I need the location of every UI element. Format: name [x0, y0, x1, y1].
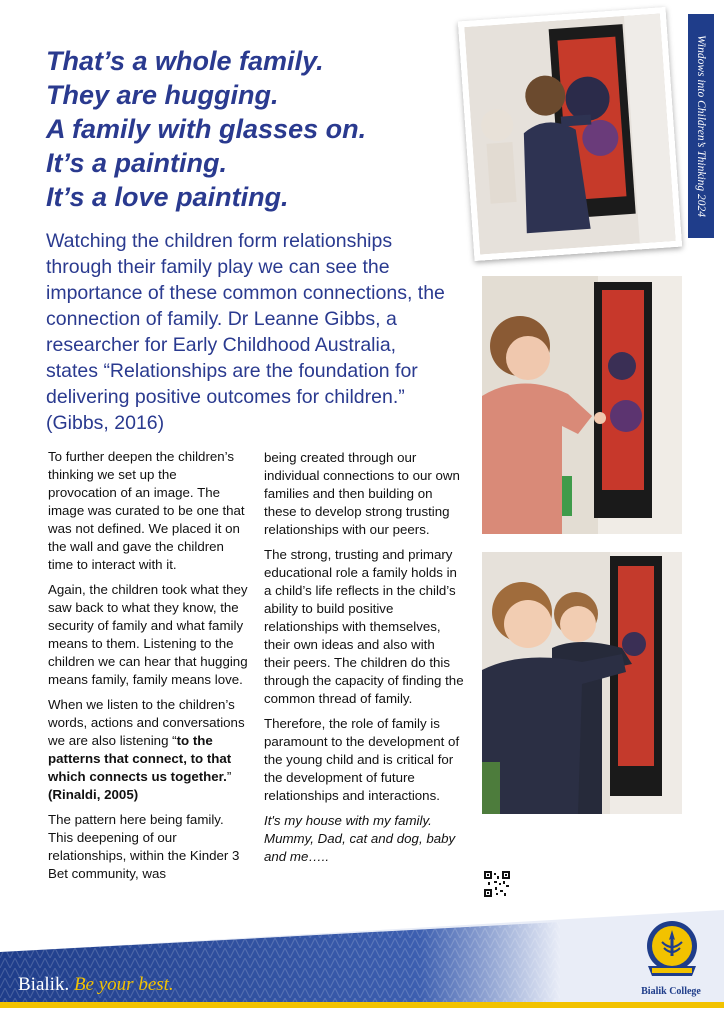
intro-paragraph: Watching the children form relationships through their family play we can see the importance of these common connections, the connection of family. Dr Leanne Gibbs, a researcher for Early Childhood Australia, states “Relationships are the foundation for delivering positive outcomes for children.” (Gibbs, 2016): [46, 230, 445, 434]
paragraph: To further deepen the children’s thinking we set up the provocation of an image. The image was curated to be one that was not defined. We placed it on the wall and gave the children time to interact with it.: [48, 449, 245, 572]
footer-slogan: [18, 974, 174, 996]
bold-quote: to the patterns that connect, to that which connects us together.: [48, 733, 232, 784]
paragraph: being created through our individual connections to our own families and then building on these to develop strong trusting relationships with our peers.: [264, 450, 460, 537]
paragraph-text: When we listen to the children’s words, actions and conversations we are also listening “: [48, 697, 245, 748]
quote-line: A family with glasses on.: [46, 114, 367, 144]
footer-brand: Bialik.: [18, 974, 70, 995]
paragraph-quote: [48, 696, 248, 804]
left-column: [48, 448, 248, 890]
right-column: [264, 449, 464, 873]
quote-line: It’s a painting.: [46, 148, 228, 178]
photo-girl-painting: [458, 7, 682, 261]
paragraph: The strong, trusting and primary educational role a family holds in a child’s life reflects in the child’s ability to build positive relationships with themselves, their own ideas and also with their peers. The children do this through the capacity of finding the common thread of family.: [264, 547, 464, 706]
college-name: Bialik College: [641, 986, 701, 997]
side-tab-text: Windows into Children’s Thinking 2024: [695, 34, 707, 218]
quote-heading: [46, 44, 466, 214]
citation: (Rinaldi, 2005): [48, 787, 139, 802]
paragraph: The pattern here being family. This deepening of our relationships, within the Kinder 3 Bet community, was: [48, 812, 240, 881]
child-quote: It's my house with my family. Mummy, Dad, cat and dog, baby and me…..: [264, 813, 456, 864]
college-crest-logo[interactable]: [642, 918, 702, 988]
footer-band: [0, 898, 724, 1024]
close-quote: ”: [226, 769, 232, 784]
paragraph: Therefore, the role of family is paramount to the development of the young child and is critical for the development of future relationships and interactions.: [264, 716, 460, 803]
quote-line: It’s a love painting.: [46, 182, 289, 212]
side-tab: [688, 14, 714, 238]
photo-two-boys: [482, 552, 682, 814]
qr-code[interactable]: [484, 871, 510, 897]
photo-girl-pink: [482, 276, 682, 534]
paragraph: Again, the children took what they saw back to what they know, the security of family and what family means to them. Listening to the children we can hear that hugging means family, family means love.: [48, 582, 248, 687]
quote-line: They are hugging.: [46, 80, 279, 110]
footer-tagline: Be your best.: [73, 974, 174, 995]
quote-line: That’s a whole family.: [46, 46, 324, 76]
